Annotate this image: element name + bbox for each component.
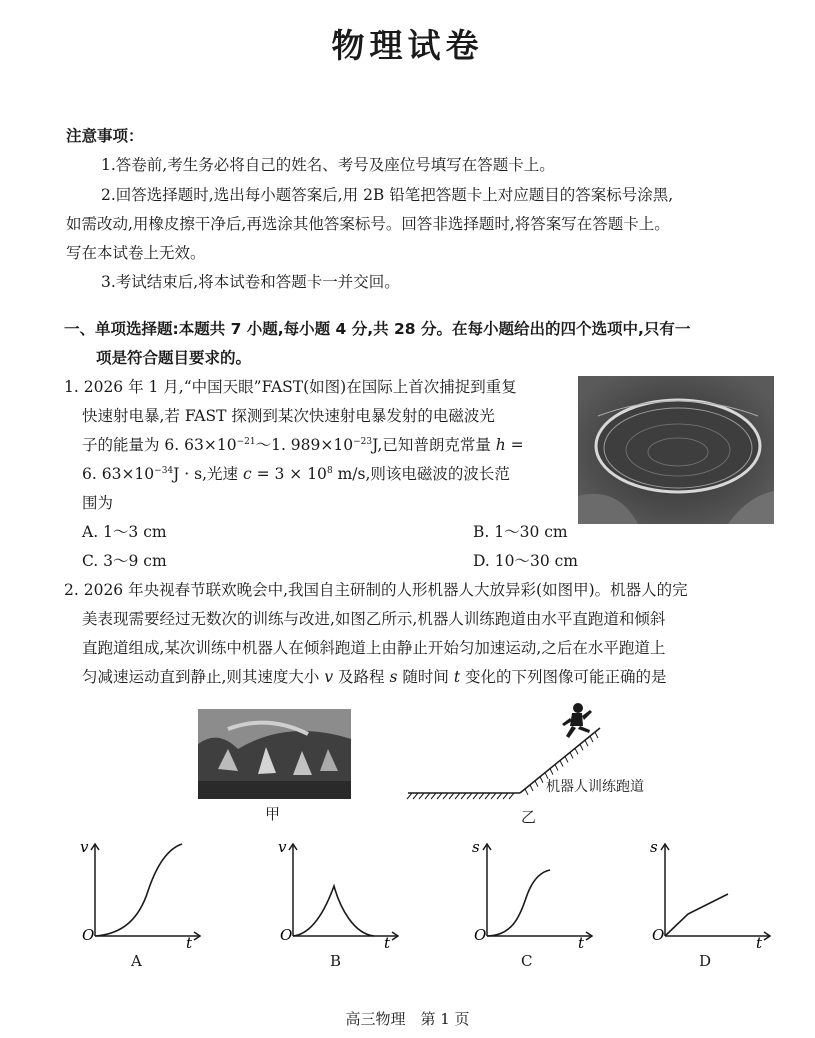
caption-yi: 乙: [521, 808, 537, 826]
graph-c-x-label: t: [578, 934, 585, 951]
q1-line3: 子的能量为 6. $63\times 10^{-21}\sim 1$. $989\times 10^{-23}J$,已知普朗克常量 h =: [82, 436, 524, 454]
notice-item-2-line2: 如需改动,用橡皮擦干净后,再选涂其他答案标号。回答非选择题时,将答案写在答题卡上。: [66, 215, 670, 233]
hatch-mark: [535, 781, 538, 787]
graph-b-letter: B: [330, 952, 342, 970]
graph-a-y-label: v: [80, 838, 89, 856]
q1-option-c: C. 3～9 cm: [82, 552, 167, 570]
hatch-mark: [555, 765, 558, 771]
hatch-mark: [449, 793, 454, 799]
section1-heading-line1: 一、单项选择题:本题共 7 小题,每小题 4 分,共 28 分。在每小题给出的四个选项中,只有一: [64, 320, 691, 338]
hatch-mark: [575, 748, 578, 754]
hatch-mark: [455, 793, 460, 799]
hatch-mark: [491, 793, 496, 799]
hatch-mark: [467, 793, 472, 799]
graph-b-x-label: t: [384, 934, 391, 951]
hatch-mark: [509, 793, 514, 799]
hatch-mark: [550, 769, 553, 775]
q1-line2: 快速射电暴,若 FAST 探测到某次快速射电暴发射的电磁波光: [82, 407, 495, 425]
page-footer: 高三物理 第 1 页: [345, 1010, 470, 1028]
hatch-mark: [530, 785, 533, 791]
graph-b: [268, 836, 408, 951]
hatch-mark: [431, 793, 436, 799]
graph-a-letter: A: [131, 952, 142, 970]
hatch-mark: [407, 793, 412, 799]
graph-b-y-label: v: [278, 838, 287, 856]
graph-a: [70, 836, 210, 951]
hatch-mark: [461, 793, 466, 799]
graph-c-origin: O: [474, 926, 487, 944]
graph-c-y-label: s: [472, 838, 480, 856]
q2-line2: 美表现需要经过无数次的训练与改进,如图乙所示,机器人训练跑道由水平直跑道和倾斜: [82, 610, 666, 628]
notice-item-2-line1: 2.回答选择题时,选出每小题答案后,用 2B 铅笔把答题卡上对应题目的答案标号涂黑,: [101, 186, 674, 204]
q1-option-b: B. 1～30 cm: [473, 523, 568, 541]
hatch-mark: [419, 793, 424, 799]
graph-d-x-label: t: [756, 934, 763, 951]
q1-option-d: D. 10～30 cm: [473, 552, 578, 570]
hatch-mark: [425, 793, 430, 799]
hatch-mark: [503, 793, 508, 799]
q2-line3: 直跑道组成,某次训练中机器人在倾斜跑道上由静止开始匀加速运动,之后在水平跑道上: [82, 639, 666, 657]
q1-option-a: A. 1～3 cm: [82, 523, 167, 541]
q1-line1: 1. 2026 年 1 月,“中国天眼”FAST(如图)在国际上首次捕捉到重复: [64, 378, 517, 396]
hatch-mark: [485, 793, 490, 799]
section1-heading-line2: 项是符合题目要求的。: [96, 349, 252, 367]
graph-a-x-label: t: [186, 934, 193, 951]
graph-c-letter: C: [521, 952, 533, 970]
notice-item-2-line3: 写在本试卷上无效。: [66, 244, 206, 262]
page-title: 物理试卷: [331, 26, 484, 65]
hatch-mark: [580, 744, 583, 750]
track-label: 机器人训练跑道: [546, 779, 644, 795]
hatch-mark: [560, 761, 563, 767]
graph-d-letter: D: [699, 952, 712, 970]
graph-c: [462, 836, 602, 951]
hatch-mark: [590, 736, 593, 742]
hatch-mark: [565, 756, 568, 762]
hatch-mark: [525, 789, 528, 795]
hatch-mark: [479, 793, 484, 799]
hatch-mark: [595, 732, 598, 738]
graph-b-origin: O: [280, 926, 293, 944]
notice-heading: 注意事项：: [66, 127, 144, 145]
robot-runner-figure: [562, 703, 592, 738]
hatch-mark: [497, 793, 502, 799]
hatch-mark: [437, 793, 442, 799]
q1-line4: 6. $63\times 10^{-34}J \cdot s$,光速 $c = 3 \times 10^8$ m/s,则该电磁波的波长范: [82, 465, 510, 483]
graph-a-origin: O: [82, 926, 95, 944]
notice-item-3: 3.考试结束后,将本试卷和答题卡一并交回。: [101, 273, 400, 291]
graph-d-origin: O: [652, 926, 665, 944]
notice-item-1: 1.答卷前,考生务必将自己的姓名、考号及座位号填写在答题卡上。: [101, 156, 555, 174]
robot-performance-photo: [198, 709, 351, 799]
hatch-mark: [443, 793, 448, 799]
q2-line1: 2. 2026 年央视春节联欢晚会中,我国自主研制的人形机器人大放异彩(如图甲)。机器人的完: [64, 581, 688, 599]
hatch-mark: [540, 777, 543, 783]
graph-d-y-label: s: [650, 838, 658, 856]
graph-d: [640, 836, 780, 951]
fast-telescope-photo: [578, 376, 774, 524]
caption-jia: 甲: [265, 805, 281, 823]
q1-line5: 围为: [82, 494, 114, 512]
hatch-mark: [473, 793, 478, 799]
q2-line4: 匀减速运动直到静止,则其速度大小 v 及路程 s 随时间 t 变化的下列图像可能正确的是: [82, 668, 667, 686]
hatch-mark: [570, 752, 573, 758]
hatch-mark: [585, 740, 588, 746]
hatch-mark: [413, 793, 418, 799]
